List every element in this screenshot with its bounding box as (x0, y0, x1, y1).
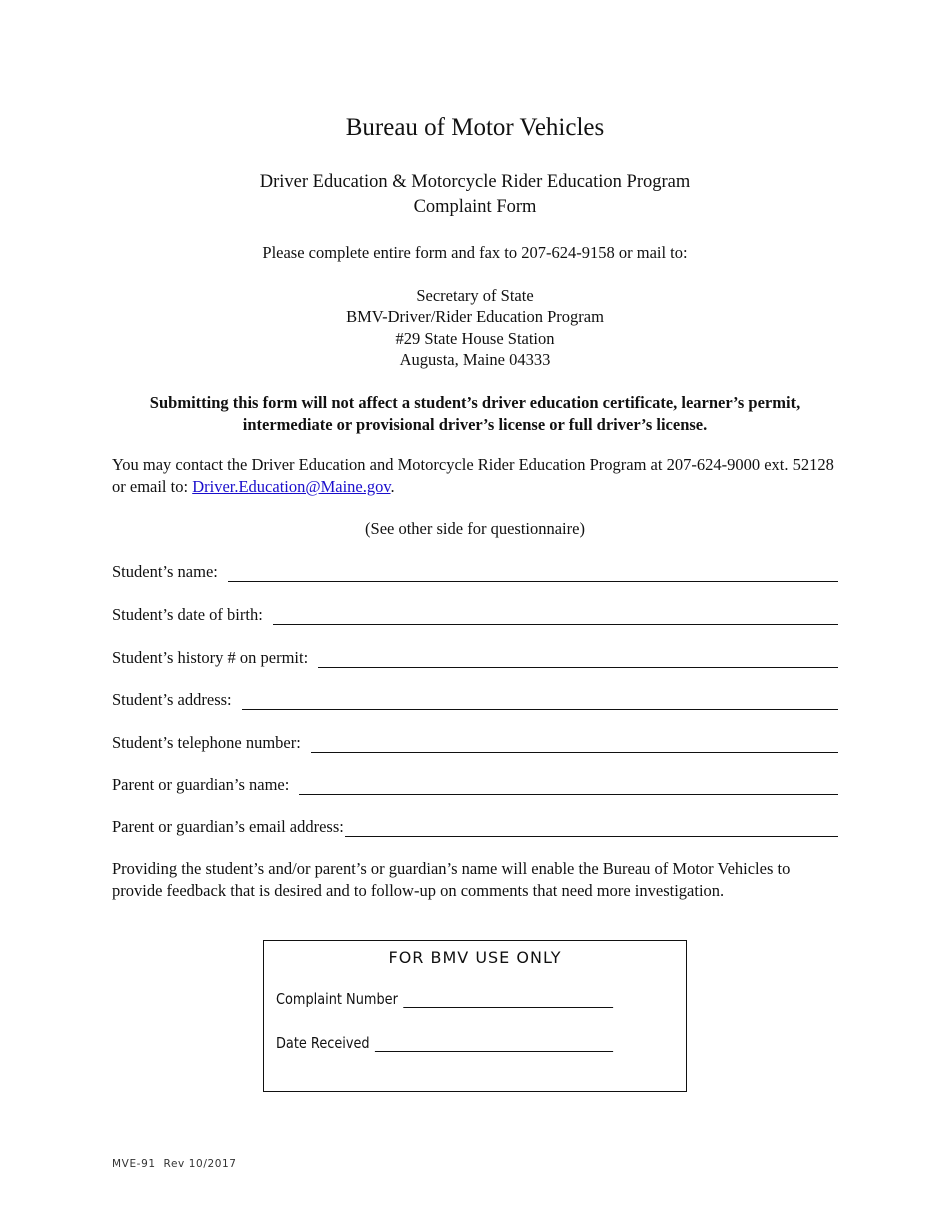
field-label: Student’s date of birth: (112, 605, 263, 624)
form-subtitle (0, 170, 950, 220)
field-label: Student’s telephone number: (112, 733, 301, 752)
complaint-number-field (276, 990, 613, 1008)
student-dob-input-line[interactable] (273, 608, 838, 625)
complaint-number-label: Complaint Number (276, 990, 398, 1008)
form-footer (112, 1158, 237, 1170)
date-received-field (276, 1034, 613, 1052)
submission-instructions: Please complete entire form and fax to 207-624-9158 or mail to: (262, 243, 688, 262)
student-name-input-line[interactable] (228, 565, 838, 582)
form-name: Complaint Form (413, 197, 537, 217)
form-id: MVE-91 (112, 1158, 156, 1170)
contact-text: You may contact the Driver Education and Motorcycle Rider Education Program at 207-624-9000 ext. 52128 or email to: (112, 455, 834, 496)
address-line-4: Augusta, Maine 04333 (399, 349, 551, 369)
address-line-1: Secretary of State (416, 286, 534, 305)
student-history-field (112, 648, 838, 668)
field-label: Student’s history # on permit: (112, 648, 309, 667)
providing-name-note: Providing the student’s and/or parent’s or guardian’s name will enable the Bureau of Motor Vehicles to provide feedback that is desired and to follow-up on comments that need more investigation. (112, 859, 791, 900)
guardian-email-input-line[interactable] (345, 820, 838, 837)
address-line-3: #29 State House Station (395, 328, 555, 348)
field-label: Student’s address: (112, 690, 232, 709)
program-name: Driver Education & Motorcycle Rider Education Program (259, 172, 691, 192)
page-title: Bureau of Motor Vehicles (345, 114, 605, 141)
guardian-name-input-line[interactable] (299, 778, 838, 795)
student-address-field (112, 690, 838, 710)
email-link[interactable]: Driver.Education@Maine.gov (192, 477, 391, 496)
guardian-name-field (112, 775, 838, 795)
field-label: Parent or guardian’s name: (112, 775, 290, 794)
contact-period: . (390, 477, 395, 496)
address-line-2: BMV-Driver/Rider Education Program (346, 307, 604, 327)
student-address-input-line[interactable] (242, 693, 838, 710)
see-other-side-note: (See other side for questionnaire) (365, 519, 585, 538)
notice-line-2: intermediate or provisional driver’s license or full driver’s license. (242, 414, 708, 434)
bmv-use-only-box (263, 940, 687, 1092)
bmv-box-title: FOR BMV USE ONLY (388, 948, 562, 967)
student-dob-field (112, 605, 838, 625)
field-label: Student’s name: (112, 562, 218, 581)
certificate-notice (0, 392, 950, 435)
student-phone-field (112, 733, 838, 753)
form-revision: Rev 10/2017 (163, 1158, 237, 1170)
student-phone-input-line[interactable] (311, 736, 838, 753)
student-history-input-line[interactable] (318, 651, 838, 668)
mailing-address (0, 285, 950, 370)
date-received-label: Date Received (276, 1034, 370, 1052)
date-received-input-line[interactable] (375, 1037, 613, 1052)
student-name-field (112, 562, 838, 582)
notice-line-1: Submitting this form will not affect a student’s driver education certificate, learner’s permit, (149, 393, 801, 412)
field-label: Parent or guardian’s email address: (112, 817, 344, 836)
contact-info (112, 454, 847, 498)
guardian-email-field (112, 817, 838, 837)
complaint-number-input-line[interactable] (403, 993, 613, 1008)
